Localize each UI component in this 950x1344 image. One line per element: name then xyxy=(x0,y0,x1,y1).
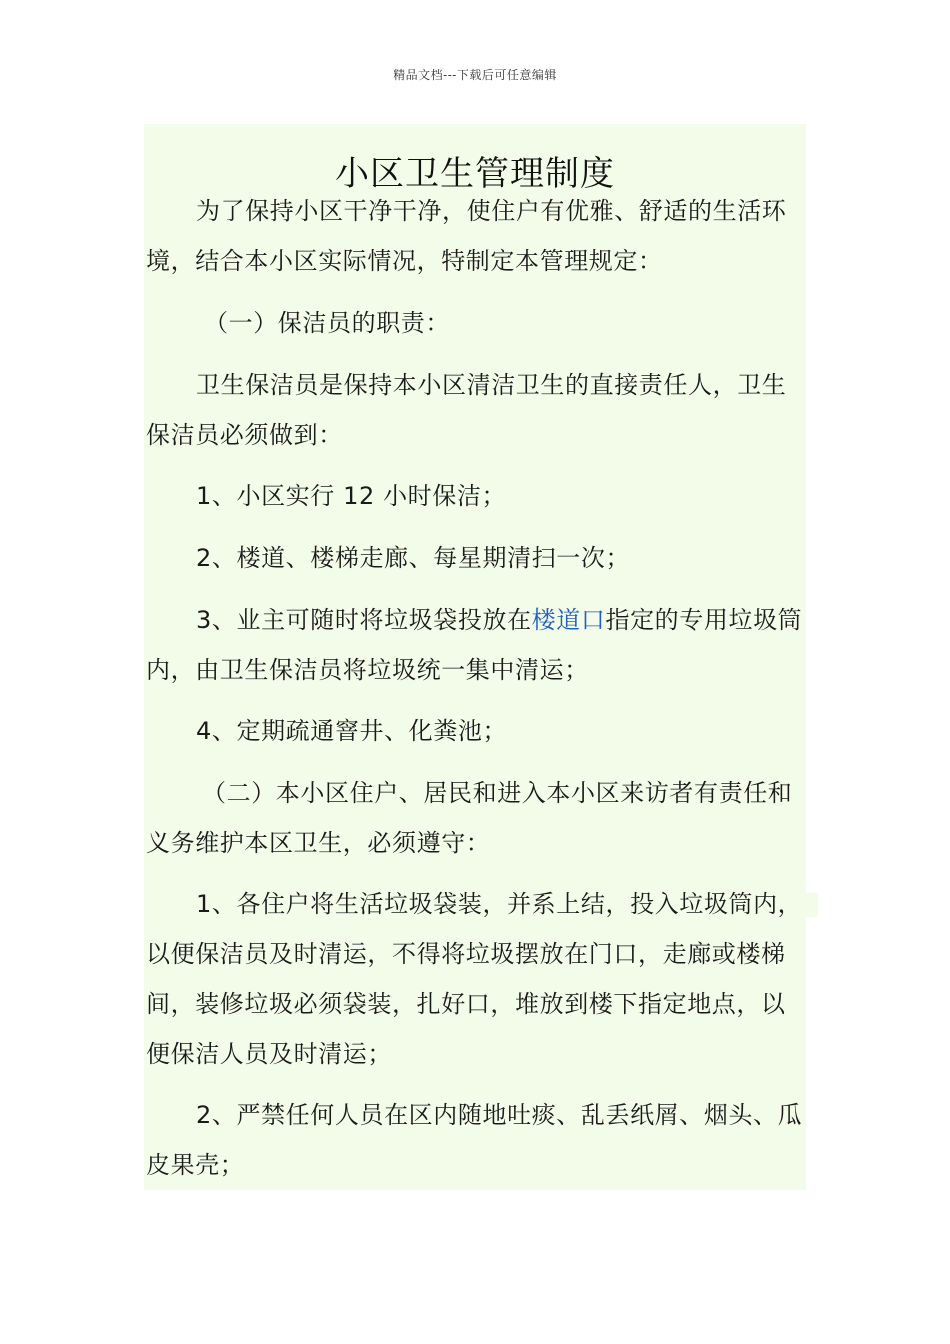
section-1-item-3 xyxy=(146,595,806,695)
document-header-note: 精品文档---下载后可任意编辑 xyxy=(393,68,557,82)
section-1-item-3-text-before: 3、业主可随时将垃圾袋投放在 xyxy=(196,606,532,634)
section-2-item-1: 1、各住户将生活垃圾袋装，并系上结，投入垃圾筒内，以便保洁员及时清运，不得将垃圾摆放在门口，走廊或楼梯间，装修垃圾必须袋装，扎好口，堆放到楼下指定地点，以便保洁人员及时清运； xyxy=(146,890,803,1068)
document-title: 小区卫生管理制度 xyxy=(335,153,615,194)
section-1-item-3-text-after: 指定的专用垃圾筒内，由卫生保洁员将垃圾统一集中清运； xyxy=(146,606,803,684)
stairway-entrance-link[interactable]: 楼道口 xyxy=(531,606,606,634)
section-2-item-2: 2、严禁任何人员在区内随地吐痰、乱丢纸屑、烟头、瓜皮果壳； xyxy=(146,1101,803,1179)
section-1-item-4: 4、定期疏通窨井、化粪池； xyxy=(196,717,508,745)
section-1-lead: 卫生保洁员是保持本小区清洁卫生的直接责任人，卫生保洁员必须做到： xyxy=(146,371,787,449)
intro-paragraph: 为了保持小区干净干净，使住户有优雅、舒适的生活环境，结合本小区实际情况，特制定本管理规定： xyxy=(146,197,787,275)
section-1-item-2: 2、楼道、楼梯走廊、每星期清扫一次； xyxy=(196,544,631,572)
section-2-heading: （二）本小区住户、居民和进入本小区来访者有责任和义务维护本区卫生，必须遵守： xyxy=(146,779,793,857)
section-1-heading: （一）保洁员的职责： xyxy=(204,309,450,337)
panel-edge-stub xyxy=(806,893,818,917)
section-1-item-1: 1、小区实行 12 小时保洁； xyxy=(196,482,507,510)
